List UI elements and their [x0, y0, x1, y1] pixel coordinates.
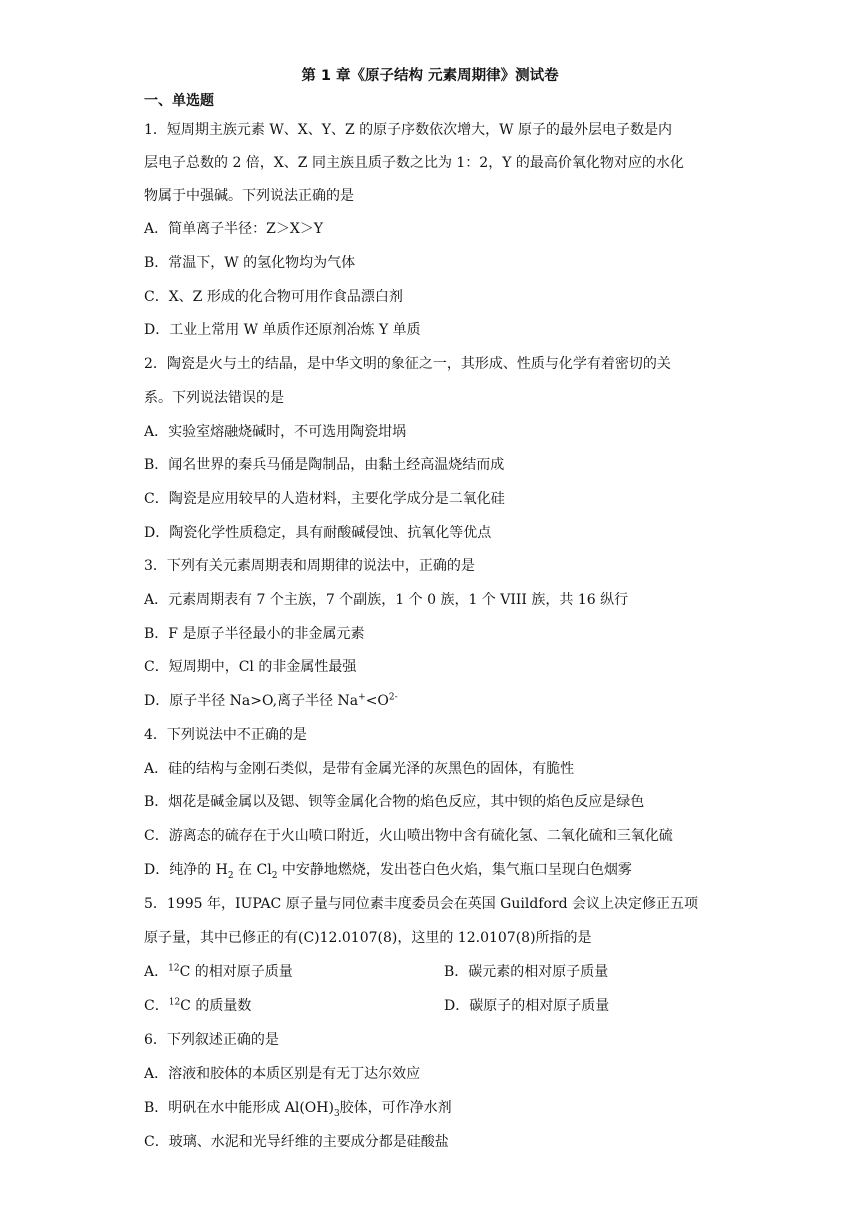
q2-option-a: A．实验室熔融烧碱时，不可选用陶瓷坩埚 [144, 424, 407, 440]
document-title: 第 1 章《原子结构 元素周期律》测试卷 [301, 68, 559, 84]
q5-option-a-label: A． [144, 964, 169, 980]
q3-option-d-charge2: 2- [388, 692, 398, 703]
q5-option-c-text: C 的质量数 [180, 998, 252, 1014]
q4-option-d-text1: D．纯净的 H [144, 862, 228, 878]
q3-option-d-text1: D．原子半径 Na>O,离子半径 Na [144, 693, 359, 709]
q3-option-d-text2: <O [365, 693, 389, 709]
q4-stem: 4．下列说法中不正确的是 [144, 727, 307, 743]
q5-option-a [144, 963, 293, 981]
q2-stem-line1: 2．陶瓷是火与土的结晶，是中华文明的象征之一，其形成、性质与化学有着密切的关 [144, 356, 671, 372]
section-heading: 一、单选题 [144, 93, 214, 109]
q5-option-c-mass: 12 [168, 997, 181, 1008]
q6-option-b-sub: 3 [333, 1108, 340, 1119]
q1-option-a: A．简单离子半径：Z＞X＞Y [144, 221, 324, 237]
q3-option-b: B．F 是原子半径最小的非金属元素 [144, 626, 365, 642]
q1-stem-line2: 层电子总数的 2 倍，X、Z 同主族且质子数之比为 1：2，Y 的最高价氧化物对应的水化 [144, 155, 684, 171]
q6-option-b-text1: B．明矾在水中能形成 Al(OH) [144, 1100, 334, 1116]
q6-option-a: A．溶液和胶体的本质区别是有无丁达尔效应 [144, 1066, 421, 1082]
q6-option-c: C．玻璃、水泥和光导纤维的主要成分都是硅酸盐 [144, 1134, 449, 1150]
q1-stem-line1: 1．短周期主族元素 W、X、Y、Z 的原子序数依次增大，W 原子的最外层电子数是内 [144, 122, 672, 138]
q4-option-c: C．游离态的硫存在于火山喷口附近，火山喷出物中含有硫化氢、二氧化硫和三氧化硫 [144, 828, 673, 844]
q4-option-d [144, 861, 632, 879]
q5-option-b: B．碳元素的相对原子质量 [444, 964, 609, 980]
q5-option-d: D．碳原子的相对原子质量 [444, 998, 610, 1014]
q4-option-d-text3: 中安静地燃烧，发出苍白色火焰，集气瓶口呈现白色烟雾 [277, 862, 632, 878]
q4-option-b: B．烟花是碱金属以及锶、钡等金属化合物的焰色反应，其中钡的焰色反应是绿色 [144, 794, 645, 810]
q1-option-b: B．常温下，W 的氢化物均为气体 [144, 255, 356, 271]
q3-stem: 3．下列有关元素周期表和周期律的说法中，正确的是 [144, 558, 475, 574]
q6-stem: 6．下列叙述正确的是 [144, 1032, 279, 1048]
q5-option-c-label: C． [144, 998, 169, 1014]
q5-option-c [144, 997, 251, 1015]
q3-option-c: C．短周期中，Cl 的非金属性最强 [144, 659, 357, 675]
q4-option-d-sub2: 2 [271, 870, 278, 881]
q1-option-c: C．X、Z 形成的化合物可用作食品漂白剂 [144, 289, 403, 305]
q4-option-a: A．硅的结构与金刚石类似，是带有金属光泽的灰黑色的固体，有脆性 [144, 761, 575, 777]
q5-stem-line1: 5．1995 年，IUPAC 原子量与同位素丰度委员会在英国 Guildford 会议上决定修正五项 [144, 896, 699, 912]
q2-option-b: B．闻名世界的秦兵马俑是陶制品，由黏土经高温烧结而成 [144, 457, 505, 473]
q3-option-d-charge1: + [358, 692, 366, 703]
q4-option-d-sub1: 2 [227, 870, 234, 881]
q1-stem-line3: 物属于中强碱。下列说法正确的是 [144, 188, 354, 204]
q2-option-c: C．陶瓷是应用较早的人造材料，主要化学成分是二氧化硅 [144, 491, 505, 507]
q6-option-b-text2: 胶体，可作净水剂 [339, 1100, 452, 1116]
q6-option-b [144, 1099, 452, 1117]
q5-stem-line2: 原子量，其中已修正的有(C)12.0107(8)，这里的 12.0107(8)所指的是 [144, 930, 592, 946]
q5-option-a-mass: 12 [168, 963, 180, 974]
q2-option-d: D．陶瓷化学性质稳定，具有耐酸碱侵蚀、抗氧化等优点 [144, 525, 492, 541]
q3-option-a: A．元素周期表有 7 个主族，7 个副族，1 个 0 族，1 个 VIII 族，共 16 纵行 [144, 592, 629, 608]
q3-option-d [144, 692, 398, 710]
q2-stem-line2: 系。下列说法错误的是 [144, 390, 284, 406]
q4-option-d-text2: 在 Cl [233, 862, 272, 878]
q1-option-d: D．工业上常用 W 单质作还原剂冶炼 Y 单质 [144, 322, 421, 338]
q5-option-a-text: C 的相对原子质量 [179, 964, 293, 980]
